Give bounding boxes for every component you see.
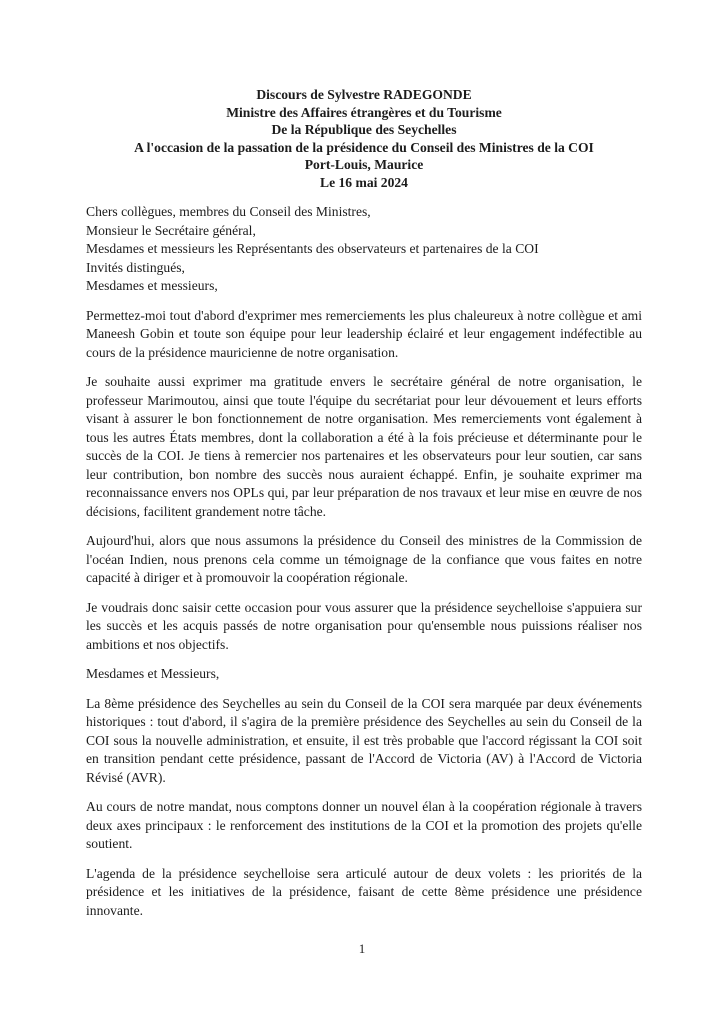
- salutation-line: Mesdames et messieurs,: [86, 278, 218, 293]
- paragraph-assurance-presidence: Je voudrais donc saisir cette occasion pour vous assurer que la présidence seychelloise s'appuiera sur les succès et les acquis passés de notre organisation pour qu'ensemble nous puissions réaliser nos ambitions et nos objectifs.: [86, 599, 642, 652]
- salutation-block: [86, 203, 642, 296]
- salutation-line: Monsieur le Secrétaire général,: [86, 222, 256, 238]
- salutation-line: Chers collègues, membres du Conseil des Ministres,: [86, 204, 371, 219]
- paragraph-gratitude-secretariat: Je souhaite aussi exprimer ma gratitude envers le secrétaire général de notre organisation, le professeur Marimoutou, ainsi que toute l'équipe du secrétariat pour leur dévouement et leurs efforts visant à assurer le bon fonctionnement de notre organisation. Mes remerciements vont également à tous les autres États membres, dont la collaboration a été à la fois précieuse et déterminante pour le succès de la COI. Je tiens à remercier nos partenaires et les observateurs pour leur soutien, car sans leur contribution, bon nombre des succès nous auraient échappé. Enfin, je souhaite exprimer ma reconnaissance envers nos OPLs qui, par leur préparation de nos travaux et leur mise en œuvre de nos décisions, facilitent grandement notre tâche.: [86, 374, 642, 519]
- paragraph-agenda: L'agenda de la présidence seychelloise sera articulé autour de deux volets : les priorités de la présidence et les initiatives de la présidence, faisant de cette 8ème présidence une présidence innovante.: [86, 865, 642, 918]
- title-line-location: Port-Louis, Maurice: [304, 157, 424, 172]
- paragraph-interlude-mesdames: Mesdames et Messieurs,: [86, 666, 220, 681]
- paragraph-prise-presidence: Aujourd'hui, alors que nous assumons la présidence du Conseil des ministres de la Commission de l'océan Indien, nous prenons cela comme un témoignage de la confiance que vous faites en notre capacité à diriger et à promouvoir la coopération régionale.: [86, 533, 642, 585]
- title-line-role: Ministre des Affaires étrangères et du Tourisme: [226, 104, 502, 120]
- document-title-block: [86, 86, 642, 191]
- paragraph-remerciements-maurice: Permettez-moi tout d'abord d'exprimer mes remerciements les plus chaleureux à notre collègue et ami Maneesh Gobin et toute son équipe pour leur leadership éclairé et leur engagement indéfectible au cours de la présidence mauricienne de notre organisation.: [86, 307, 642, 360]
- paragraph-huitieme-presidence: La 8ème présidence des Seychelles au sein du Conseil de la COI sera marquée par deux événements historiques : tout d'abord, il s'agira de la première présidence des Seychelles au sein du Conseil de la COI sous la nouvelle administration, et ensuite, il est très probable que l'accord régissant la COI soit en transition pendant cette présidence, passant de l'Accord de Victoria (AV) à l'Accord de Victoria Révisé (AVR).: [86, 695, 642, 785]
- salutation-line: Invités distingués,: [86, 259, 185, 275]
- page-number: 1: [358, 941, 366, 956]
- title-line-date: Le 16 mai 2024: [320, 174, 408, 190]
- paragraph-deux-axes: Au cours de notre mandat, nous comptons donner un nouvel élan à la coopération régionale à travers deux axes principaux : le renforcement des institutions de la COI et la promotion des projets qu'elle soutient.: [86, 799, 642, 851]
- title-line-occasion: A l'occasion de la passation de la présidence du Conseil des Ministres de la COI: [134, 139, 594, 155]
- title-line-speaker: Discours de Sylvestre RADEGONDE: [256, 87, 472, 102]
- title-line-country: De la République des Seychelles: [271, 122, 457, 137]
- salutation-line: Mesdames et messieurs les Représentants des observateurs et partenaires de la COI: [86, 241, 539, 256]
